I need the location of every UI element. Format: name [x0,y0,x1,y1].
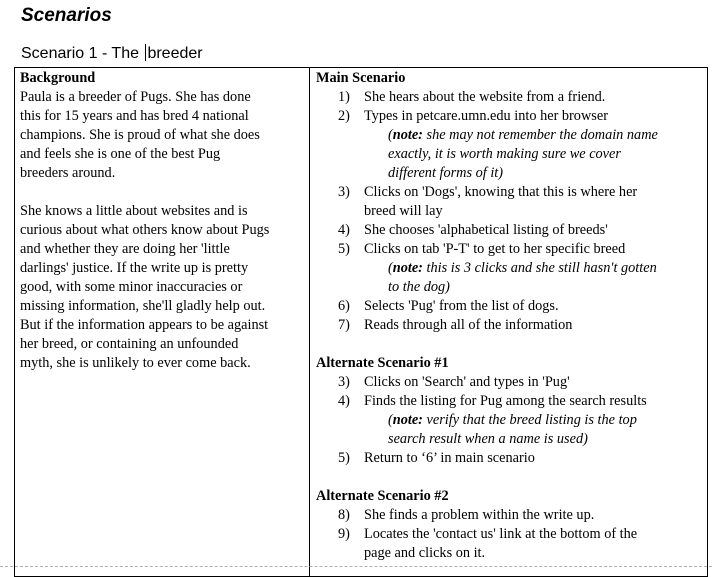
list-number: 4) [338,393,350,409]
text-line: myth, she is unlikely to ever come back. [20,355,251,371]
note-text: this is 3 clicks and she still hasn't gotten [422,260,657,276]
alternate-scenario-2-heading: Alternate Scenario #2 [316,488,449,504]
list-number: 2) [338,108,350,124]
list-text: Finds the listing for Pug among the search results [364,393,647,409]
background-paragraph-2 [20,202,305,373]
list-item [316,297,706,316]
list-number: 8) [338,507,350,523]
note-text: verify that the breed listing is the top [422,412,637,428]
list-item [316,373,706,392]
list-item [316,221,706,240]
text-line: darlings' justice. If the write up is pretty [20,260,249,276]
list-text: Selects 'Pug' from the list of dogs. [364,298,559,314]
text-line: missing information, she'll gladly help out. [20,298,266,314]
list-number: 1) [338,89,350,105]
list-text: page and clicks on it. [364,545,486,561]
scenario-heading-text: Scenario 1 - The [21,45,144,62]
list-item [316,506,706,525]
alternate-scenario-1-heading: Alternate Scenario #1 [316,355,449,371]
scenario-heading-text-after-cursor: breeder [147,45,203,62]
list-item [316,449,706,468]
text-line: this for 15 years and has bred 4 national [20,108,249,124]
text-line: and feels she is one of the best Pug [20,146,221,162]
text-line: curious about what others know about Pugs [20,222,270,238]
list-text: Clicks on 'Search' and types in 'Pug' [364,374,570,390]
scenario-table [14,67,708,577]
note: (note: verify that the breed listing is the top search result when a name is used) [316,411,706,449]
scenario-heading [21,44,203,63]
text-line: champions. She is proud of what she does [20,127,260,143]
text-line: But if the information appears to be against [20,317,269,333]
note: (note: this is 3 clicks and she still hasn't gotten to the dog) [316,259,706,297]
list-number: 7) [338,317,350,333]
note-text: to the dog) [388,279,450,295]
list-number: 5) [338,450,350,466]
list-text: She finds a problem within the write up. [364,507,595,523]
list-number: 3) [338,374,350,390]
main-scenario-heading: Main Scenario [316,70,406,86]
text-line: and whether they are doing her 'little [20,241,230,257]
note-text: search result when a name is used) [388,431,588,447]
text-line: her breed, or containing an unfounded [20,336,239,352]
list-text: Clicks on tab 'P-T' to get to her specific breed [364,241,626,257]
list-item [316,88,706,107]
note-text: exactly, it is worth making sure we cover [388,146,621,162]
document-title: Scenarios [21,5,112,26]
note: (note: she may not remember the domain name exactly, it is worth making sure we cover different forms of it) [316,126,706,183]
list-number: 3) [338,184,350,200]
list-text: Types in petcare.umn.edu into her browser [364,108,608,124]
text-line: She knows a little about websites and is [20,203,248,219]
text-line: good, with some minor inaccuracies or [20,279,243,295]
list-number: 4) [338,222,350,238]
note-label: note: [392,127,423,143]
note-text: different forms of it) [388,165,504,181]
list-text: Locates the 'contact us' link at the bottom of the [364,526,638,542]
list-text: She hears about the website from a friend. [364,89,606,105]
background-cell[interactable] [20,69,305,373]
list-item [316,525,706,563]
list-text: Clicks on 'Dogs', knowing that this is where her [364,184,638,200]
note-label: note: [392,260,423,276]
scenarios-cell[interactable] [316,69,706,563]
list-text: breed will lay [364,203,443,219]
list-number: 6) [338,298,350,314]
list-item [316,240,706,259]
column-divider [309,68,310,576]
list-item [316,316,706,335]
note-text: she may not remember the domain name [422,127,658,143]
background-heading: Background [20,70,96,86]
list-number: 5) [338,241,350,257]
list-text: She chooses 'alphabetical listing of breeds' [364,222,608,238]
note-label: note: [392,412,423,428]
list-text: Reads through all of the information [364,317,573,333]
list-number: 9) [338,526,350,542]
text-line: Paula is a breeder of Pugs. She has done [20,89,251,105]
list-item [316,107,706,126]
list-text: Return to ‘6’ in main scenario [364,450,535,466]
text-line: breeders around. [20,165,116,181]
page-break-line [0,566,712,567]
background-paragraph-1 [20,88,305,183]
list-item [316,392,706,411]
list-item [316,183,706,221]
